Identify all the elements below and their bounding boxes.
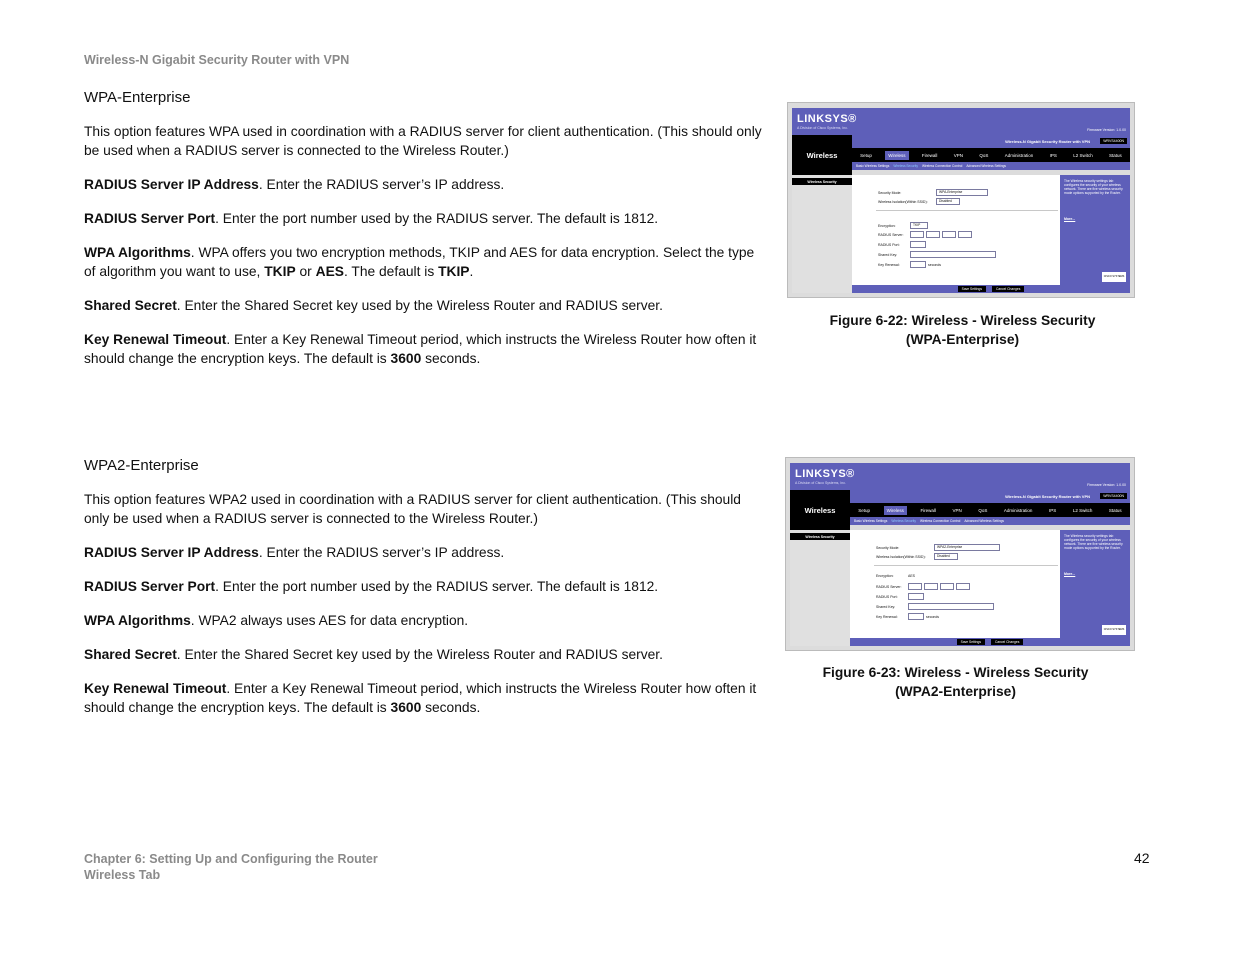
- firmware-version: Firmware Version: 1.0.00: [1087, 128, 1126, 132]
- tab-status[interactable]: Status: [1109, 152, 1122, 158]
- form-footer: [850, 638, 1130, 646]
- subtab-security[interactable]: Wireless Security: [891, 519, 916, 523]
- cisco-logo: CISCO SYSTEMS: [1102, 272, 1126, 282]
- screenshot-header: [792, 108, 1130, 135]
- security-mode-row: Security Mode: WPA2-Enterprise: [876, 544, 1002, 551]
- term: Key Renewal Timeout: [84, 332, 227, 347]
- radius-ip-octet-3[interactable]: [942, 231, 956, 238]
- tab-wireless[interactable]: Wireless: [885, 151, 908, 160]
- term: Shared Secret: [84, 298, 177, 313]
- subtab-basic[interactable]: Basic Wireless Settings: [856, 164, 890, 168]
- encryption-value: AES: [908, 574, 916, 578]
- left-panel-header: Wireless Security: [790, 533, 850, 540]
- help-more-link[interactable]: More...: [1064, 217, 1076, 221]
- radius-port-row: RADIUS Port:: [876, 593, 926, 600]
- intro-paragraph: This option features WPA used in coordination with a RADIUS server for client authentication. (This should only be used when a RADIUS server is connected to the Wireless Router.): [84, 124, 762, 158]
- shared-key-row: Shared Key:: [878, 251, 998, 258]
- section-title: WPA-Enterprise: [84, 89, 191, 106]
- security-mode-select[interactable]: WPA-Enterprise: [936, 189, 988, 196]
- encryption-row: Encryption: TKIP: [878, 222, 930, 229]
- key-renewal-paragraph: Key Renewal Timeout. Enter a Key Renewal Timeout period, which instructs the Wireless Router how often it should change the encryption keys. The default is 3600 seconds.: [84, 681, 757, 715]
- section-wpa-enterprise: [84, 89, 764, 383]
- radius-ip-octet-1[interactable]: [908, 583, 922, 590]
- term: WPA Algorithms: [84, 245, 191, 260]
- isolation-row: Wireless Isolation(Within SSID): Disabled: [878, 198, 962, 205]
- save-settings-button[interactable]: Save Settings: [958, 286, 986, 292]
- shared-secret-paragraph: Shared Secret. Enter the Shared Secret key used by the Wireless Router and RADIUS server.: [84, 298, 663, 313]
- tab-firewall[interactable]: Firewall: [920, 507, 936, 513]
- product-name: Wireless-N Gigabit Security Router with VPN: [1005, 139, 1090, 144]
- encryption-select[interactable]: TKIP: [910, 222, 928, 229]
- section-label: Wireless: [790, 490, 850, 530]
- subtab-security[interactable]: Wireless Security: [893, 164, 918, 168]
- subtab-basic[interactable]: Basic Wireless Settings: [854, 519, 888, 523]
- help-panel: [1060, 530, 1130, 638]
- tab-ips[interactable]: IPS: [1049, 507, 1057, 513]
- model-number: WRVS4400N: [1100, 138, 1127, 144]
- section-wpa2-enterprise: [84, 457, 764, 732]
- shared-key-input[interactable]: [908, 603, 994, 610]
- tab-ips[interactable]: IPS: [1049, 152, 1057, 158]
- key-renewal-row: Key Renewal: seconds: [876, 614, 940, 619]
- cisco-logo: CISCO SYSTEMS: [1102, 625, 1126, 635]
- settings-form: [850, 530, 1060, 638]
- tab-administration[interactable]: Administration: [1004, 152, 1034, 158]
- security-mode-select[interactable]: WPA2-Enterprise: [934, 544, 1000, 551]
- left-panel: [792, 175, 852, 293]
- shared-key-input[interactable]: [910, 251, 996, 258]
- radius-ip-octet-3[interactable]: [940, 583, 954, 590]
- figure-caption: Figure 6-22: Wireless - Wireless Security (WPA-Enterprise): [829, 313, 1096, 347]
- shared-key-row: Shared Key:: [876, 603, 996, 610]
- tab-qos[interactable]: QoS: [978, 507, 988, 513]
- radius-ip-octet-2[interactable]: [924, 583, 938, 590]
- tab-l2-switch[interactable]: L2 Switch: [1073, 152, 1093, 158]
- tab-setup[interactable]: Setup: [860, 152, 872, 158]
- tab-vpn[interactable]: VPN: [952, 507, 962, 513]
- help-text: The Wireless security settings tab configures the security of your wireless network. There are five wireless security mode options supported by the Router.: [1064, 179, 1123, 195]
- term: WPA Algorithms: [84, 613, 191, 628]
- key-renewal-row: Key Renewal: seconds: [878, 262, 942, 267]
- firmware-version: Firmware Version: 1.0.00: [1087, 483, 1126, 487]
- isolation-select[interactable]: Disabled: [934, 553, 958, 560]
- key-renewal-input[interactable]: [910, 261, 926, 268]
- subtab-connection-control[interactable]: Wireless Connection Control: [921, 164, 963, 168]
- main-tabs: [850, 503, 1130, 517]
- form-footer: [852, 285, 1130, 293]
- key-renewal-input[interactable]: [908, 613, 924, 620]
- cancel-changes-button[interactable]: Cancel Changes: [991, 639, 1023, 645]
- product-bar: [852, 135, 1130, 148]
- tab-status[interactable]: Status: [1108, 507, 1122, 513]
- running-head: Wireless-N Gigabit Security Router with VPN: [84, 53, 350, 67]
- divider: [876, 210, 1058, 211]
- radius-port-row: RADIUS Port:: [878, 241, 928, 248]
- product-bar: [850, 490, 1130, 503]
- intro-paragraph: This option features WPA2 used in coordination with a RADIUS server for client authentication. (This should only be used when a RADIUS server is connected to the Wireless Router.): [84, 492, 741, 526]
- linksys-logo: LINKSYS®: [797, 113, 857, 125]
- help-panel: [1060, 175, 1130, 285]
- radius-port-paragraph: RADIUS Server Port. Enter the port number used by the RADIUS server. The default is 1812.: [84, 579, 659, 594]
- isolation-select[interactable]: Disabled: [936, 198, 960, 205]
- radius-server-row: RADIUS Server:: [876, 583, 972, 590]
- term: RADIUS Server IP Address: [84, 545, 259, 560]
- save-settings-button[interactable]: Save Settings: [957, 639, 985, 645]
- screenshot-header: [790, 463, 1130, 490]
- key-renewal-paragraph: Key Renewal Timeout. Enter a Key Renewal Timeout period, which instructs the Wireless Router how often it should change the encryption keys. The default is 3600 seconds.: [84, 332, 757, 366]
- radius-ip-paragraph: RADIUS Server IP Address. Enter the RADIUS server’s IP address.: [84, 545, 505, 560]
- tab-administration[interactable]: Administration: [1003, 507, 1033, 513]
- figure-caption: Figure 6-23: Wireless - Wireless Security (WPA2-Enterprise): [822, 665, 1089, 699]
- radius-ip-octet-4[interactable]: [958, 231, 972, 238]
- radius-ip-paragraph: RADIUS Server IP Address. Enter the RADIUS server’s IP address.: [84, 177, 505, 192]
- page-footer: [84, 851, 378, 883]
- cancel-changes-button[interactable]: Cancel Changes: [992, 286, 1024, 292]
- logo-subtitle: A Division of Cisco Systems, Inc.: [797, 126, 848, 130]
- section-title: WPA2-Enterprise: [84, 457, 199, 474]
- router-screenshot-wpa2-enterprise: [785, 457, 1135, 651]
- term: Shared Secret: [84, 647, 177, 662]
- radius-port-paragraph: RADIUS Server Port. Enter the port number used by the RADIUS server. The default is 1812.: [84, 211, 659, 226]
- wpa-algorithms-paragraph: WPA Algorithms. WPA offers you two encryption methods, TKIP and AES for data encryption. Select the type of algorithm you want to use, TKIP or AES. The default is TKIP.: [84, 245, 755, 279]
- section-label: Wireless: [792, 135, 852, 175]
- tab-wireless[interactable]: Wireless: [884, 506, 907, 515]
- divider: [874, 565, 1058, 566]
- term: RADIUS Server Port: [84, 579, 216, 594]
- subtab-connection-control[interactable]: Wireless Connection Control: [919, 519, 961, 523]
- term: RADIUS Server Port: [84, 211, 216, 226]
- encryption-row: Encryption: AES: [876, 574, 916, 578]
- logo-subtitle: A Division of Cisco Systems, Inc.: [795, 481, 846, 485]
- tab-setup[interactable]: Setup: [858, 507, 871, 513]
- tab-firewall[interactable]: Firewall: [921, 152, 938, 158]
- shared-secret-paragraph: Shared Secret. Enter the Shared Secret key used by the Wireless Router and RADIUS server.: [84, 647, 663, 662]
- sub-tabs: [850, 517, 1130, 525]
- product-name: Wireless-N Gigabit Security Router with VPN: [1005, 494, 1090, 499]
- help-more-link[interactable]: More...: [1064, 572, 1076, 576]
- left-panel-header: Wireless Security: [792, 178, 852, 185]
- model-number: WRVS4400N: [1100, 493, 1127, 499]
- radius-port-input[interactable]: [910, 241, 926, 248]
- wpa-algorithms-paragraph: WPA Algorithms. WPA2 always uses AES for data encryption.: [84, 613, 469, 628]
- router-screenshot-wpa-enterprise: [787, 102, 1135, 298]
- footer-tab: Wireless Tab: [84, 868, 161, 882]
- security-mode-row: Security Mode: WPA-Enterprise: [878, 189, 990, 196]
- radius-ip-octet-1[interactable]: [910, 231, 924, 238]
- tab-l2-switch[interactable]: L2 Switch: [1072, 507, 1093, 513]
- radius-ip-octet-2[interactable]: [926, 231, 940, 238]
- term: Key Renewal Timeout: [84, 681, 227, 696]
- linksys-logo: LINKSYS®: [795, 468, 855, 480]
- subtab-advanced[interactable]: Advanced Wireless Settings: [966, 164, 1007, 168]
- radius-server-row: RADIUS Server:: [878, 231, 974, 238]
- help-text: The Wireless security settings tab configures the security of your wireless network. There are five wireless security mode options supported by the Router.: [1064, 534, 1123, 550]
- isolation-row: Wireless Isolation(Within SSID): Disabled: [876, 553, 960, 560]
- term: RADIUS Server IP Address: [84, 177, 259, 192]
- subtab-advanced[interactable]: Advanced Wireless Settings: [964, 519, 1005, 523]
- sub-tabs: [852, 162, 1130, 170]
- tab-qos[interactable]: QoS: [979, 152, 989, 158]
- left-panel: [790, 530, 850, 646]
- settings-form: [852, 175, 1060, 285]
- tab-vpn[interactable]: VPN: [953, 152, 964, 158]
- main-tabs: [852, 148, 1130, 162]
- radius-ip-octet-4[interactable]: [956, 583, 970, 590]
- radius-port-input[interactable]: [908, 593, 924, 600]
- footer-chapter: Chapter 6: Setting Up and Configuring the Router: [84, 852, 378, 866]
- page-number: 42: [1134, 850, 1150, 866]
